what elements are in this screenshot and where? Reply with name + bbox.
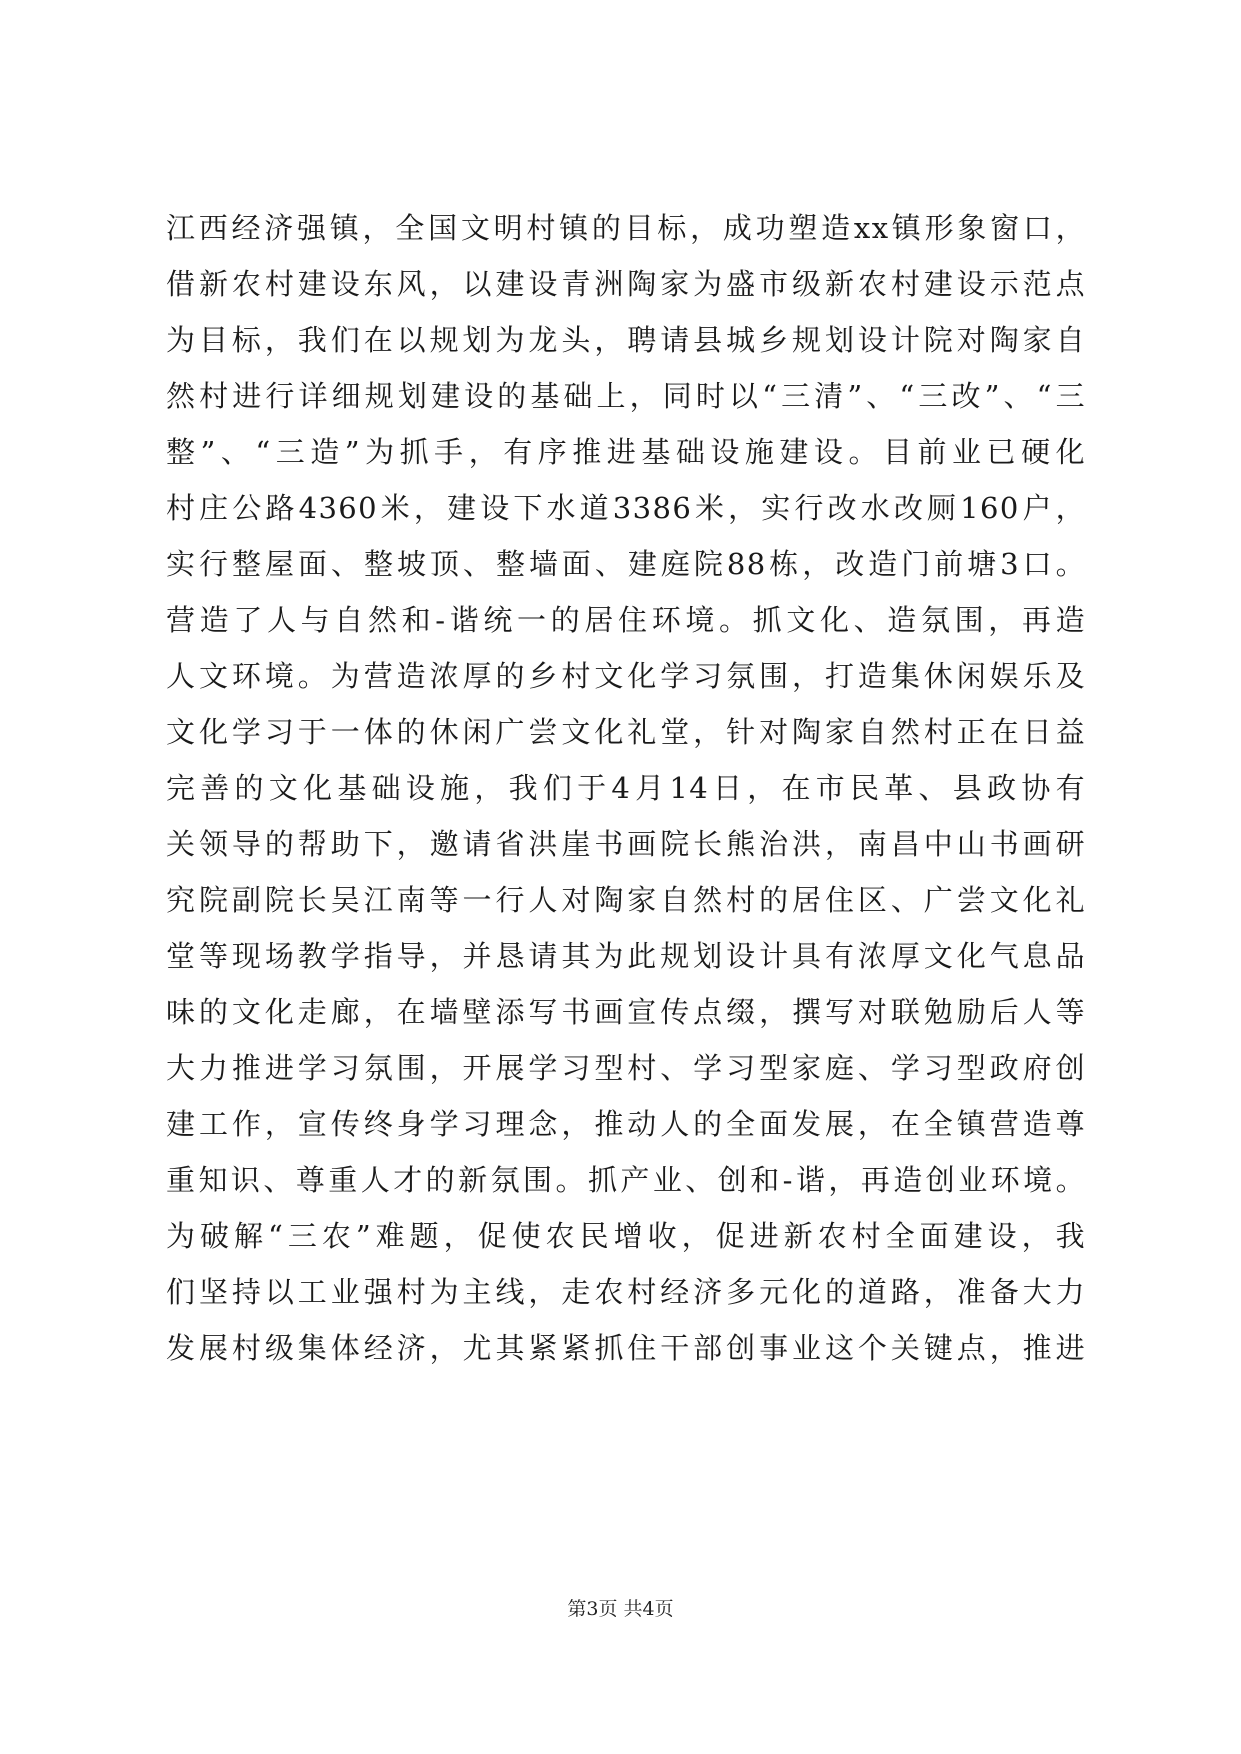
text-line: 建工作，宣传终身学习理念，推动人的全面发展，在全镇营造尊 xyxy=(166,1107,1086,1141)
text-line: 然村进行详细规划建设的基础上，同时以“三清”、“三改”、“三 xyxy=(166,379,1086,413)
text-line: 们坚持以工业强村为主线，走农村经济多元化的道路，准备大力 xyxy=(166,1275,1086,1309)
text-line: 为破解“三农”难题，促使农民增收，促进新农村全面建设，我 xyxy=(166,1219,1086,1253)
text-line: 营造了人与自然和-谐统一的居住环境。抓文化、造氛围，再造 xyxy=(166,603,1086,637)
text-line: 关领导的帮助下，邀请省洪崖书画院长熊治洪，南昌中山书画研 xyxy=(166,827,1086,861)
text-line: 借新农村建设东风，以建设青洲陶家为盛市级新农村建设示范点 xyxy=(166,267,1086,301)
body-text xyxy=(166,200,1086,1376)
page-number-footer: 第3页 共4页 xyxy=(567,1598,674,1620)
text-line: 江西经济强镇，全国文明村镇的目标，成功塑造xx镇形象窗口， xyxy=(166,211,1086,245)
text-line: 味的文化走廊，在墙壁添写书画宣传点缀，撰写对联勉励后人等 xyxy=(166,995,1086,1029)
text-line: 堂等现场教学指导，并恳请其为此规划设计具有浓厚文化气息品 xyxy=(166,939,1086,973)
text-line: 人文环境。为营造浓厚的乡村文化学习氛围，打造集休闲娱乐及 xyxy=(166,659,1086,693)
text-line: 发展村级集体经济，尤其紧紧抓住干部创事业这个关键点，推进 xyxy=(166,1331,1086,1365)
text-line: 大力推进学习氛围，开展学习型村、学习型家庭、学习型政府创 xyxy=(166,1051,1086,1085)
text-line: 整”、“三造”为抓手，有序推进基础设施建设。目前业已硬化 xyxy=(166,435,1086,469)
text-line: 究院副院长吴江南等一行人对陶家自然村的居住区、广尝文化礼 xyxy=(166,883,1086,917)
text-line: 重知识、尊重人才的新氛围。抓产业、创和-谐，再造创业环境。 xyxy=(166,1163,1086,1197)
text-line: 文化学习于一体的休闲广尝文化礼堂，针对陶家自然村正在日益 xyxy=(166,715,1086,749)
text-line: 实行整屋面、整坡顶、整墙面、建庭院88栋，改造门前塘3口。 xyxy=(166,547,1086,581)
text-line: 为目标，我们在以规划为龙头，聘请县城乡规划设计院对陶家自 xyxy=(166,323,1086,357)
text-line: 村庄公路4360米，建设下水道3386米，实行改水改厕160户， xyxy=(166,491,1086,525)
text-line: 完善的文化基础设施，我们于4月14日，在市民革、县政协有 xyxy=(166,771,1086,805)
